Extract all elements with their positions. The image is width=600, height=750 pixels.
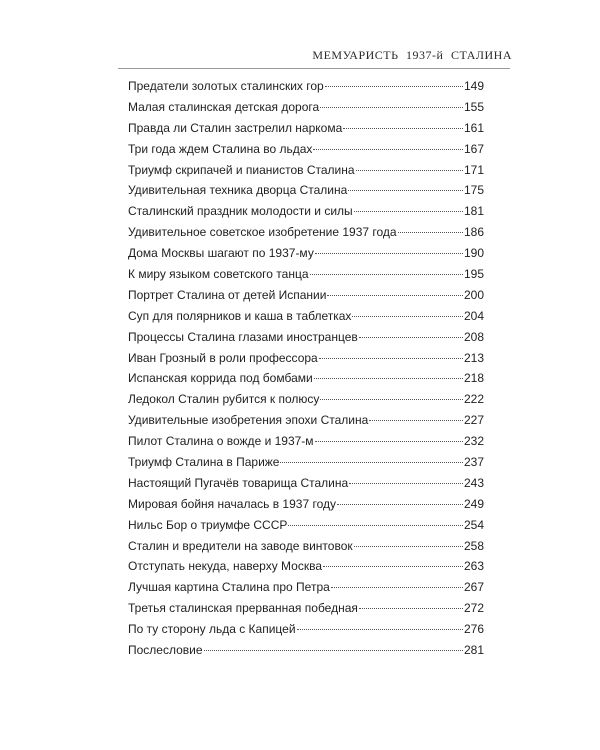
toc-entry — [128, 327, 484, 348]
running-header-middle: 1937-й — [406, 48, 444, 62]
toc-entry — [128, 389, 484, 410]
toc-entry-page-number: 171 — [463, 162, 484, 177]
toc-entry-page-number: 149 — [463, 79, 484, 93]
toc-entry — [128, 180, 484, 201]
toc-entry — [128, 431, 484, 452]
toc-entry-page-number: 249 — [463, 496, 484, 511]
toc-dot-leader — [398, 232, 463, 233]
toc-entry-title: Удивительная техника дворца Сталина — [128, 183, 348, 198]
toc-dot-leader — [327, 295, 463, 296]
toc-dot-leader — [354, 211, 463, 212]
toc-entry — [128, 97, 484, 118]
toc-dot-leader — [319, 358, 463, 359]
toc-entry-page-number: 237 — [463, 455, 484, 470]
toc-dot-leader — [280, 462, 462, 463]
toc-entry — [128, 348, 484, 369]
toc-entry-page-number: 227 — [463, 413, 484, 428]
toc-entry-page-number: 213 — [463, 350, 484, 365]
toc-entry-page-number: 186 — [463, 225, 484, 240]
toc-entry — [128, 410, 484, 431]
toc-dot-leader — [356, 170, 463, 171]
toc-dot-leader — [352, 316, 463, 317]
toc-entry-title: Нильс Бор о триумфе СССР — [128, 517, 288, 532]
toc-entry-page-number: 161 — [463, 120, 484, 135]
toc-dot-leader — [204, 650, 463, 651]
toc-dot-leader — [320, 107, 463, 108]
toc-entry-title: Лучшая картина Сталина про Петра — [128, 580, 330, 595]
toc-entry-page-number: 222 — [463, 392, 484, 407]
toc-entry-title: Пилот Сталина о вожде и 1937-м — [128, 434, 314, 449]
toc-entry-title: Сталинский праздник молодости и силы — [128, 204, 353, 219]
toc-entry-title: Предатели золотых сталинских гор — [128, 79, 324, 93]
toc-entry-page-number: 243 — [463, 475, 484, 490]
toc-entry-page-number: 218 — [463, 371, 484, 386]
toc-entry — [128, 264, 484, 285]
toc-entry-page-number: 181 — [463, 204, 484, 219]
toc-dot-leader — [337, 504, 463, 505]
toc-entry — [128, 118, 484, 139]
toc-dot-leader — [354, 546, 463, 547]
toc-entry-title: По ту сторону льда с Капицей — [128, 622, 296, 637]
toc-dot-leader — [369, 420, 463, 421]
running-header-right: СТАЛИНА — [450, 48, 512, 62]
toc-entry-page-number: 195 — [463, 267, 484, 282]
toc-entry-page-number: 267 — [463, 580, 484, 595]
toc-entry-page-number: 263 — [463, 559, 484, 574]
toc-entry-title: Триумф Сталина в Париже — [128, 455, 280, 470]
toc-entry — [128, 452, 484, 473]
toc-entry-page-number: 281 — [463, 643, 484, 658]
toc-entry — [128, 556, 484, 577]
toc-entry-page-number: 276 — [463, 622, 484, 637]
toc-dot-leader — [320, 399, 463, 400]
toc-dot-leader — [310, 274, 463, 275]
toc-dot-leader — [297, 629, 463, 630]
toc-entry-title: Удивительные изобретения эпохи Сталина — [128, 413, 369, 428]
toc-entry — [128, 243, 484, 264]
toc-dot-leader — [323, 566, 463, 567]
toc-entry-title: Мировая бойня началась в 1937 году — [128, 496, 336, 511]
toc-dot-leader — [315, 441, 463, 442]
toc-entry-title: Три года ждем Сталина во льдах — [128, 141, 313, 156]
toc-entry-title: Процессы Сталина глазами иностранцев — [128, 329, 358, 344]
toc-entry-title: К миру языком советского танца — [128, 267, 309, 282]
toc-entry-title: Малая сталинская детская дорога — [128, 99, 320, 114]
toc-dot-leader — [349, 483, 463, 484]
toc-dot-leader — [315, 253, 463, 254]
toc-dot-leader — [313, 149, 463, 150]
toc-entry-page-number: 190 — [463, 246, 484, 261]
toc-entry-title: Сталин и вредители на заводе винтовок — [128, 538, 353, 553]
toc-entry-title: Правда ли Сталин застрелил наркома — [128, 120, 343, 135]
running-header — [308, 48, 512, 63]
toc-entry — [128, 160, 484, 181]
table-of-contents — [128, 76, 484, 661]
toc-dot-leader — [359, 608, 463, 609]
toc-dot-leader — [331, 587, 463, 588]
toc-entry-page-number: 272 — [463, 601, 484, 616]
toc-dot-leader — [343, 128, 463, 129]
toc-entry-page-number: 208 — [463, 329, 484, 344]
toc-entry-title: Испанская коррида под бомбами — [128, 371, 313, 386]
toc-entry — [128, 536, 484, 557]
toc-entry-page-number: 254 — [463, 517, 484, 532]
toc-entry-page-number: 258 — [463, 538, 484, 553]
toc-dot-leader — [288, 525, 463, 526]
toc-entry — [128, 368, 484, 389]
toc-entry-title: Портрет Сталина от детей Испании — [128, 287, 327, 302]
toc-entry-title: Суп для полярников и каша в таблетках — [128, 308, 352, 323]
toc-entry-title: Послесловие — [128, 643, 203, 658]
toc-dot-leader — [325, 86, 463, 87]
toc-entry — [128, 306, 484, 327]
toc-entry — [128, 473, 484, 494]
toc-entry-title: Отступать некуда, наверху Москва — [128, 559, 323, 574]
toc-entry-title: Триумф скрипачей и пианистов Сталина — [128, 162, 355, 177]
toc-entry-title: Третья сталинская прерванная победная — [128, 601, 358, 616]
toc-entry — [128, 577, 484, 598]
toc-entry — [128, 201, 484, 222]
toc-entry — [128, 619, 484, 640]
toc-entry-title: Иван Грозный в роли профессора — [128, 350, 318, 365]
toc-dot-leader — [359, 337, 463, 338]
toc-entry — [128, 222, 484, 243]
toc-dot-leader — [314, 378, 463, 379]
toc-entry — [128, 515, 484, 536]
toc-entry-title: Дома Москвы шагают по 1937-му — [128, 246, 314, 261]
toc-dot-leader — [348, 190, 463, 191]
toc-entry-page-number: 167 — [463, 141, 484, 156]
toc-entry — [128, 494, 484, 515]
running-header-left: МЕМУАРИСТЬ — [312, 48, 399, 62]
toc-entry-page-number: 155 — [463, 99, 484, 114]
toc-entry — [128, 285, 484, 306]
header-rule — [118, 68, 510, 69]
toc-entry-page-number: 200 — [463, 287, 484, 302]
toc-entry-page-number: 232 — [463, 434, 484, 449]
toc-entry-page-number: 204 — [463, 308, 484, 323]
toc-entry-title: Настоящий Пугачёв товарища Сталина — [128, 475, 349, 490]
toc-entry-title: Ледокол Сталин рубится к полюсу — [128, 392, 320, 407]
toc-entry-page-number: 175 — [463, 183, 484, 198]
toc-entry — [128, 598, 484, 619]
toc-entry-title: Удивительное советское изобретение 1937 года — [128, 225, 397, 240]
toc-entry — [128, 139, 484, 160]
toc-entry — [128, 640, 484, 661]
toc-entry — [128, 76, 484, 97]
